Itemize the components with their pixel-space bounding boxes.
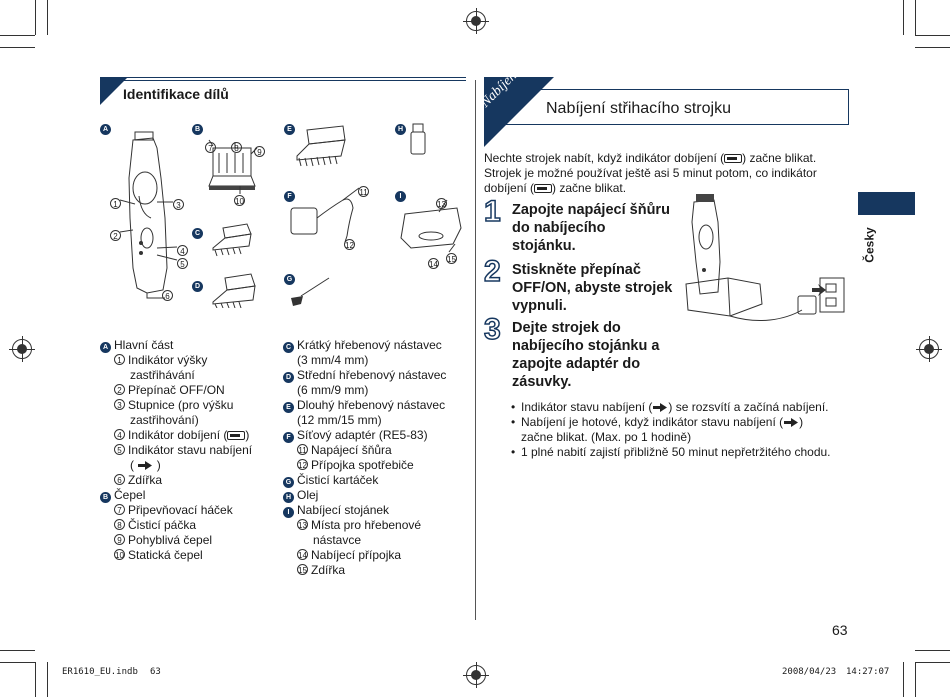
plug-icon bbox=[652, 403, 668, 412]
list-item: • 1 plné nabití zajistí přibližně 50 minut nepřetržitého chodu. bbox=[511, 445, 861, 460]
list-item: 7 Připevňovací háček bbox=[100, 503, 252, 518]
notes-list bbox=[511, 400, 861, 460]
list-item: I Nabíjecí stojánek bbox=[283, 503, 446, 518]
callout: 10 bbox=[235, 197, 244, 206]
list-item: C Krátký hřebenový nástavec bbox=[283, 338, 446, 353]
step-number: 3 bbox=[484, 313, 501, 346]
oil-bottle-icon bbox=[411, 124, 425, 154]
crop-mark bbox=[915, 47, 950, 48]
plug-icon bbox=[783, 418, 799, 427]
callout: 8 bbox=[231, 139, 245, 157]
crop-mark bbox=[915, 662, 916, 697]
plug-icon bbox=[137, 461, 153, 470]
crop-mark bbox=[35, 662, 36, 697]
callout: 2 bbox=[110, 227, 124, 245]
list-item: • Nabíjení je hotové, když indikátor stavu nabíjení ( ) začne blikat. (Max. po 1 hodině) bbox=[511, 415, 861, 445]
list-item: H Olej bbox=[283, 488, 446, 503]
callout: 11 bbox=[359, 188, 368, 197]
crop-mark bbox=[915, 650, 950, 651]
section-tab-label: Nabíjení bbox=[478, 65, 523, 111]
crop-mark bbox=[47, 662, 48, 697]
figure-label-f: F bbox=[284, 191, 295, 202]
crop-mark bbox=[903, 662, 904, 697]
comb-long-icon bbox=[297, 126, 345, 166]
crop-mark bbox=[915, 35, 950, 36]
crop-mark bbox=[0, 35, 35, 36]
list-item: 1 Indikátor výšky bbox=[100, 353, 252, 368]
step-text: Zapojte napájecí šňůru do nabíjecího stojánku. bbox=[512, 202, 670, 254]
header-rule bbox=[100, 80, 466, 81]
callout: 5 bbox=[177, 255, 191, 273]
registration-mark-icon bbox=[466, 665, 486, 685]
callout: 3 bbox=[173, 196, 187, 214]
list-item: (6 mm/9 mm) bbox=[297, 383, 369, 397]
charging-illustration bbox=[680, 192, 855, 332]
parts-illustration bbox=[95, 118, 470, 308]
callout: 1 bbox=[110, 195, 124, 213]
callout: 15 bbox=[447, 255, 456, 264]
step-text: Dejte strojek do nabíjecího stojánku a zapojte adaptér do zásuvky. bbox=[512, 320, 660, 390]
list-item: F Síťový adaptér (RE5-83) bbox=[283, 428, 446, 443]
list-item: 2 Přepínač OFF/ON bbox=[100, 383, 252, 398]
parts-list-col2 bbox=[283, 338, 446, 578]
list-item: 11 Napájecí šňůra bbox=[298, 443, 392, 457]
parts-list-col1 bbox=[100, 338, 252, 563]
crop-mark bbox=[35, 0, 36, 35]
list-item: 4 Indikátor dobíjení ( ) bbox=[100, 428, 252, 443]
list-item: E Dlouhý hřebenový nástavec bbox=[283, 398, 446, 413]
figure-label-c: C bbox=[192, 228, 203, 239]
callout: 6 bbox=[162, 287, 176, 305]
registration-mark-icon bbox=[466, 11, 486, 31]
crop-mark bbox=[0, 662, 35, 663]
list-item: nástavce bbox=[313, 533, 362, 547]
charging-stand-icon bbox=[401, 200, 461, 252]
clipper-in-stand-icon bbox=[692, 194, 720, 294]
list-item: zastřihování) bbox=[130, 413, 199, 427]
list-item: 10 Statická čepel bbox=[115, 548, 203, 562]
list-item: 15 Zdířka bbox=[298, 563, 346, 577]
figure-label-e: E bbox=[284, 124, 295, 135]
clipper-body-icon bbox=[120, 132, 177, 298]
list-item: G Čisticí kartáček bbox=[283, 473, 446, 488]
comb-short-icon bbox=[213, 224, 251, 256]
footer-date: 2008/04/23 bbox=[782, 667, 837, 677]
list-item: zastřihávání bbox=[130, 368, 195, 382]
callout: 12 bbox=[345, 241, 354, 250]
list-item: (12 mm/15 mm) bbox=[297, 413, 382, 427]
list-item: (3 mm/4 mm) bbox=[297, 353, 369, 367]
crop-mark bbox=[903, 0, 904, 35]
registration-mark-icon bbox=[12, 339, 32, 359]
page-number: 63 bbox=[832, 622, 848, 638]
wall-outlet-icon bbox=[820, 278, 844, 312]
battery-icon bbox=[724, 154, 742, 163]
list-item: 14 Nabíjecí přípojka bbox=[298, 548, 402, 562]
adapter-icon bbox=[798, 296, 816, 314]
registration-mark-icon bbox=[919, 339, 939, 359]
footer-time: 14:27:07 bbox=[846, 667, 890, 677]
list-item: ( ) bbox=[130, 458, 161, 472]
callout: 4 bbox=[177, 242, 191, 260]
list-item: B Čepel bbox=[100, 488, 252, 503]
ac-adapter-icon bbox=[291, 188, 359, 242]
language-tab bbox=[858, 192, 915, 215]
crop-mark bbox=[0, 47, 35, 48]
callout: 9 bbox=[254, 143, 268, 161]
list-item: 6 Zdířka bbox=[100, 473, 252, 488]
figure-label-i: I bbox=[395, 191, 406, 202]
figure-label-h: H bbox=[395, 124, 406, 135]
footer-filename: ER1610_EU.indb bbox=[62, 667, 138, 677]
list-item: 5 Indikátor stavu nabíjení bbox=[100, 443, 252, 458]
section-title-charging: Nabíjení střihacího strojku bbox=[546, 100, 731, 117]
header-rule bbox=[100, 77, 466, 78]
step-number: 2 bbox=[484, 255, 501, 288]
crop-mark bbox=[915, 0, 916, 35]
list-item: 8 Čisticí páčka bbox=[100, 518, 252, 533]
list-item: 9 Pohyblivá čepel bbox=[100, 533, 252, 548]
callout: 13 bbox=[437, 200, 446, 209]
list-item: 3 Stupnice (pro výšku bbox=[100, 398, 252, 413]
figure-label-a: A bbox=[100, 124, 111, 135]
list-item: • Indikátor stavu nabíjení ( ) se rozsvítí a začíná nabíjení. bbox=[511, 400, 861, 415]
crop-mark bbox=[915, 662, 950, 663]
callout: 14 bbox=[429, 260, 438, 269]
comb-medium-icon bbox=[213, 274, 255, 308]
language-label: Česky bbox=[862, 227, 877, 263]
cleaning-brush-icon bbox=[291, 278, 329, 306]
figure-label-g: G bbox=[284, 274, 295, 285]
battery-icon bbox=[227, 431, 245, 440]
footer-page: 63 bbox=[150, 667, 161, 677]
column-divider bbox=[475, 80, 476, 620]
battery-icon bbox=[534, 184, 552, 193]
step-text: Stiskněte přepínač OFF/ON, abyste strojek vypnuli. bbox=[512, 262, 673, 314]
list-item: 12 Přípojka spotřebiče bbox=[298, 458, 414, 472]
charging-stand-icon bbox=[686, 278, 762, 316]
figure-label-b: B bbox=[192, 124, 203, 135]
list-item: D Střední hřebenový nástavec bbox=[283, 368, 446, 383]
list-item: 13 Místa pro hřebenové bbox=[298, 518, 422, 532]
crop-mark bbox=[47, 0, 48, 35]
callout: 7 bbox=[205, 139, 219, 157]
step-number: 1 bbox=[484, 195, 501, 228]
intro-paragraph: Nechte strojek nabít, když indikátor dobíjení ( ) začne blikat. Strojek je možné používat ještě asi 5 minut potom, co indikátor dobíjení ( ) začne blikat. bbox=[484, 151, 817, 195]
crop-mark bbox=[0, 650, 35, 651]
list-item: A Hlavní část bbox=[100, 338, 252, 353]
section-title-parts: Identifikace dílů bbox=[123, 86, 229, 102]
figure-label-d: D bbox=[192, 281, 203, 292]
